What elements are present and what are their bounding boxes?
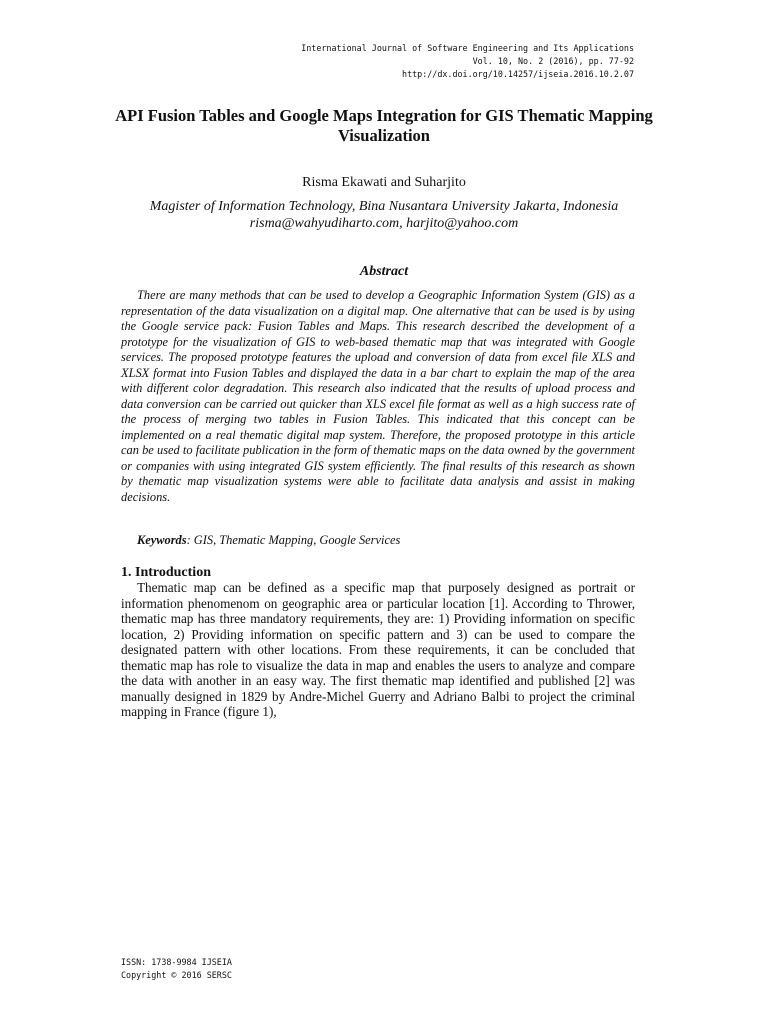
author-affiliation: [130, 198, 638, 232]
keywords-list: : GIS, Thematic Mapping, Google Services: [186, 533, 401, 547]
copyright: Copyright © 2016 SERSC: [121, 970, 232, 980]
paper-authors: Risma Ekawati and Suharjito: [302, 175, 466, 190]
journal-header: [301, 42, 634, 81]
abstract-text: There are many methods that can be used to develop a Geographic Information System (GIS) as a representation of the data visualization on a digital map. One alternative that can be used is by using the Google service pack: Fusion Tables and Maps. This research described the development of a prototype for the visualization of GIS to web-based thematic map that was integrated with Google services. The proposed prototype features the upload and conversion of data from excel file XLS and XLSX format into Fusion Tables and displayed the data in a bar chart to explain the map of the area with different color degradation. This research also indicated that the results of upload process and data conversion can be carried out quicker than XLS excel file format as well as a high success rate of the process of merging two tables in Fusion Tables. This indicated that this concept can be implemented on a real thematic digital map system. Therefore, the proposed prototype in this article can be used to facilitate publication in the form of thematic maps on the data owned by the government or companies with using integrated GIS system efficiently. The final results of this research as shown by thematic map visualization systems were able to facilitate data analysis and assist in making decisions.: [121, 288, 635, 504]
journal-volume: Vol. 10, No. 2 (2016), pp. 77-92: [472, 56, 634, 66]
journal-name: International Journal of Software Engineering and Its Applications: [301, 43, 634, 53]
introduction-text: Thematic map can be defined as a specific map that purposely designed as portrait or information phenomenom on geographic area or particular location [1]. According to Thrower, thematic map has three mandatory requirements, they are: 1) Providing information on specific location, 2) Providing information on specific pattern and 3) can be used to compare the designated pattern with other locations. From these requirements, it can be concluded that thematic map has role to visualize the data in map and enables the users to analyze and compare the data with another in an easy way. The first thematic map identified and published [2] was manually designed in 1829 by Andre-Michel Guerry and Adriano Balbi to project the criminal mapping in France (figure 1),: [121, 580, 635, 719]
doi-link[interactable]: http://dx.doi.org/10.14257/ijseia.2016.10.2.07: [402, 69, 634, 79]
institution: Magister of Information Technology, Bina Nusantara University Jakarta, Indonesia: [149, 199, 619, 214]
keywords: [137, 533, 400, 548]
keywords-label: Keywords: [137, 533, 187, 547]
section-heading-introduction: 1. Introduction: [121, 565, 211, 580]
abstract-heading: Abstract: [359, 264, 409, 279]
author-emails[interactable]: risma@wahyudiharto.com, harjito@yahoo.com: [249, 216, 519, 231]
issn: ISSN: 1738-9984 IJSEIA: [121, 957, 232, 967]
page-footer: [121, 956, 232, 982]
paper-title: API Fusion Tables and Google Maps Integration for GIS Thematic Mapping Visualization: [115, 106, 653, 145]
